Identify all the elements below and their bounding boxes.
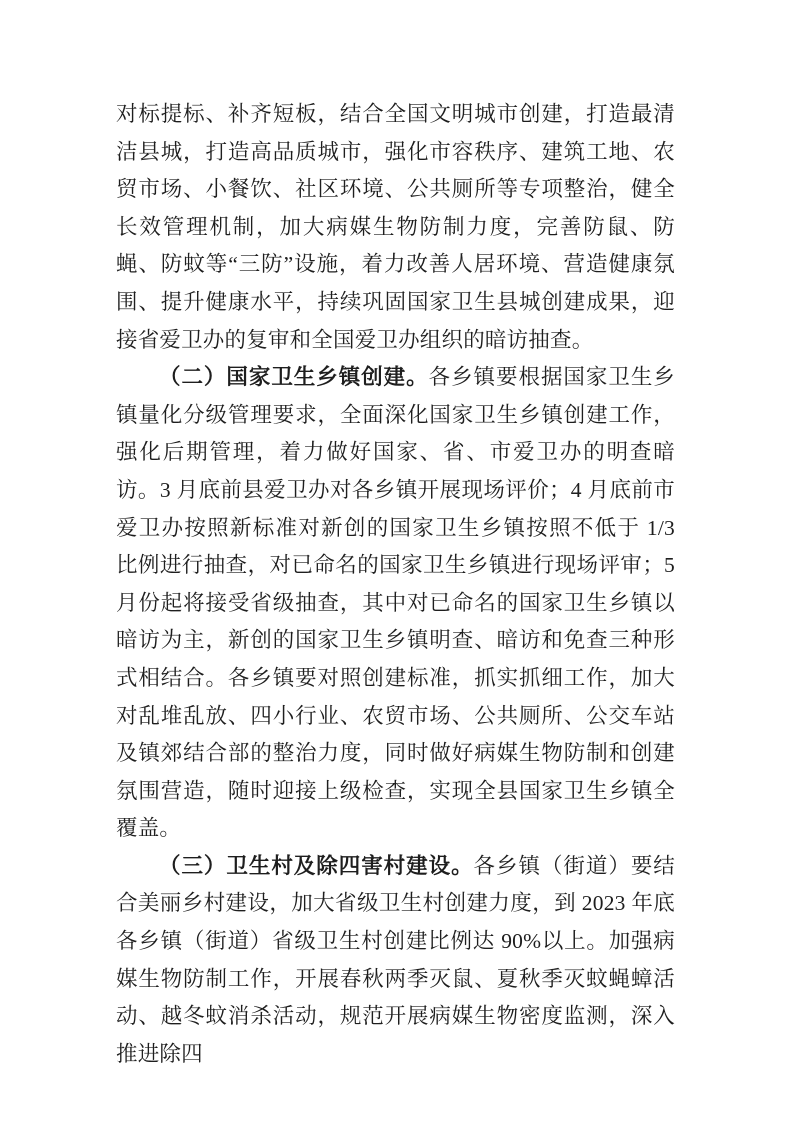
paragraph-section-3 <box>116 848 675 1074</box>
section-heading-2: （二）国家卫生乡镇创建。 <box>159 365 429 390</box>
section-heading-3: （三）卫生村及除四害村建设。 <box>159 853 474 878</box>
paragraph-text: 各乡镇（街道）要结合美丽乡村建设，加大省级卫生村创建力度，到 2023 年底各乡镇（街道）省级卫生村创建比例达 90%以上。加强病媒生物防制工作，开展春秋两季灭鼠、夏秋季灭蚊蝇蟑活动、越冬蚊消杀活动，规范开展病媒生物密度监测，深入推进除四 <box>116 853 675 1066</box>
paragraph-section-2 <box>116 359 675 848</box>
paragraph-text: 对标提标、补齐短板，结合全国文明城市创建，打造最清洁县城，打造高品质城市，强化市容秩序、建筑工地、农贸市场、小餐饮、社区环境、公共厕所等专项整治，健全长效管理机制，加大病媒生物防制力度，完善防鼠、防蝇、防蚊等“三防”设施，着力改善人居环境、营造健康氛围、提升健康水平，持续巩固国家卫生县城创建成果，迎接省爱卫办的复审和全国爱卫办组织的暗访抽查。 <box>116 102 675 352</box>
paragraph-text: 各乡镇要根据国家卫生乡镇量化分级管理要求，全面深化国家卫生乡镇创建工作，强化后期管理，着力做好国家、省、市爱卫办的明查暗访。3 月底前县爱卫办对各乡镇开展现场评价；4 月底前市爱卫办按照新标准对新创的国家卫生乡镇按照不低于 1/3 比例进行抽查，对已命名的国家卫生乡镇进行现场评审；5 月份起将接受省级抽查，其中对已命名的国家卫生乡镇以暗访为主，新创的国家卫生乡镇明查、暗访和免查三种形式相结合。各乡镇要对照创建标准，抓实抓细工作，加大对乱堆乱放、四小行业、农贸市场、公共厕所、公交车站及镇郊结合部的整治力度，同时做好病媒生物防制和创建氛围营造，随时迎接上级检查，实现全县国家卫生乡镇全覆盖。 <box>116 365 676 841</box>
paragraph-continuation <box>116 96 675 359</box>
document-body <box>116 96 675 1073</box>
